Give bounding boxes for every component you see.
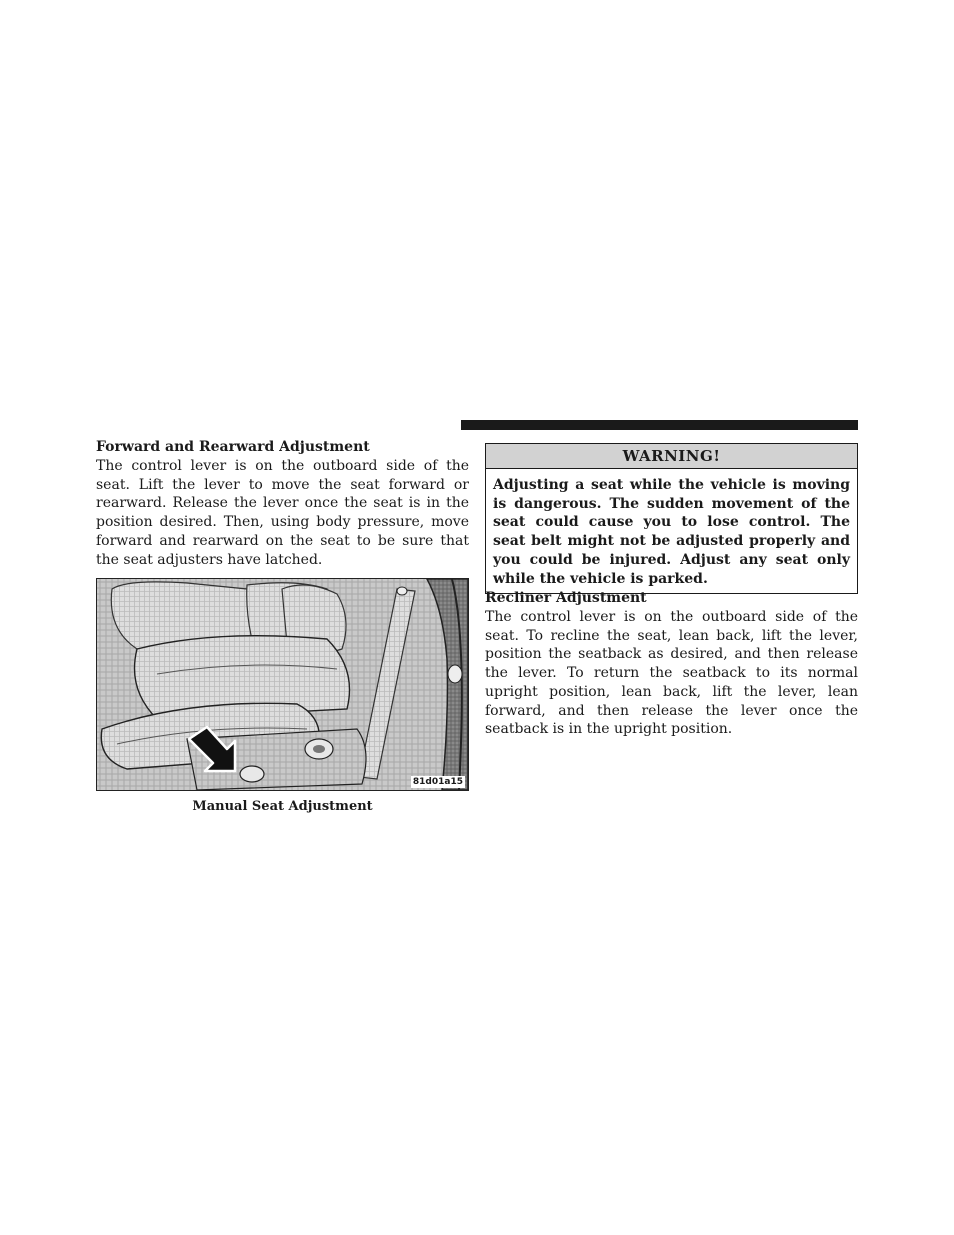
- forward-rearward-heading: Forward and Rearward Adjustment: [96, 439, 370, 455]
- forward-rearward-text: The control lever is on the outboard side of the seat. Lift the lever to move the seat forward or rearward. Release the lever once the seat is in the position desired. Then, using body pressure, move forward and rearward on the seat to be sure that the seat adjusters have latched.: [96, 458, 469, 568]
- warning-box: [485, 443, 858, 594]
- warning-title: WARNING!: [486, 444, 857, 469]
- seat-illustration: [97, 579, 468, 790]
- warning-text: Adjusting a seat while the vehicle is moving is dangerous. The sudden movement of the seat could cause you to lose control. The seat belt might not be adjusted properly and you could be injured. Adjust any seat only while the vehicle is parked.: [493, 477, 850, 587]
- recliner-heading: Recliner Adjustment: [485, 590, 647, 606]
- seat-adjustment-figure: [96, 578, 469, 791]
- section-rule: [461, 420, 858, 430]
- recliner-text: The control lever is on the outboard side of the seat. To recline the seat, lean back, lift the lever, position the seatback as desired, and then release the lever. To return the seatback to its normal upright position, lean back, lift the lever, lean forward, and then release the lever once the seatback is in the upright position.: [485, 609, 858, 738]
- recliner-section: [485, 589, 858, 739]
- left-column: [96, 438, 469, 815]
- figure-code: 81d01a15: [412, 777, 463, 788]
- figure-caption: Manual Seat Adjustment: [192, 799, 373, 815]
